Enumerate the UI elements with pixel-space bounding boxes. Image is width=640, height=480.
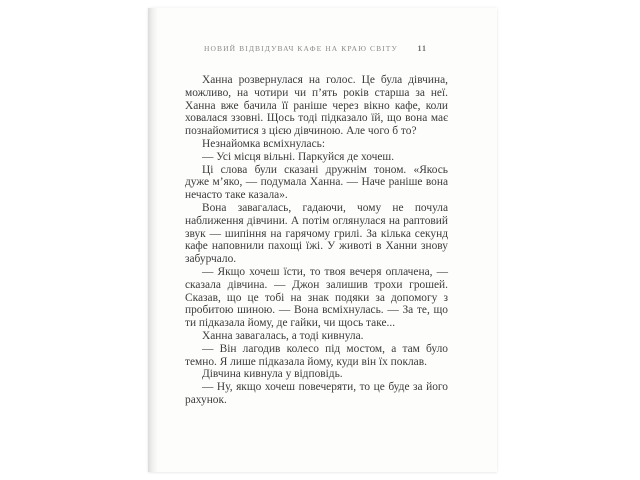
paragraph: Дівчина кивнула у відповідь. bbox=[202, 368, 343, 381]
paragraph: Ці слова були сказані дружнім тоном. «Якось дуже м’яко, — подумала Ханна. — Наче раніше вона нечасто таке казала». bbox=[185, 163, 448, 202]
paragraph: — Ну, якщо хочеш повечеряти, то це буде за його рахунок. bbox=[185, 381, 448, 406]
paragraph: Незнайомка всміхнулась: bbox=[202, 137, 325, 150]
paragraph: — Усі місця вільні. Паркуйся де хочеш. bbox=[202, 150, 395, 163]
paragraph: Вона завагалась, гадаючи, чому не почула наближення дівчини. А потім оглянулася на раптовий звук — шипіння на гарячому грилі. За кілька секунд кафе наповнили пахощі їжі. У животі в Ханни знову забурчало. bbox=[185, 201, 448, 266]
page-spine-shadow bbox=[148, 8, 158, 472]
paragraph: Ханна розвернулася на голос. Це була дівчина, можливо, на чотири чи п’ять років старша за неї. Ханна вже бачила її раніше через вікно кафе, коли ховалася ззовні. Щось тоді підказало їй, що вона має познайомитися з цією дівчиною. Але чого б то? bbox=[185, 74, 448, 138]
paragraph: — Якщо хочеш їсти, то твоя вечеря оплачена, — сказала дівчина. — Джон залишив трохи грошей. Сказав, що це тобі на знак подяки за допомогу з пробитою шиною. — Вона всміхнулась. — За те, що ти підказала йому, де гайки, чи щось таке... bbox=[185, 265, 448, 330]
book-page bbox=[148, 8, 497, 472]
paragraph: Ханна завагалась, а тоді кивнула. bbox=[202, 329, 364, 342]
running-header bbox=[185, 44, 450, 56]
paragraph: — Він лагодив колесо під мостом, а там було темно. Я лише підказала йому, куди він їх поклав. bbox=[185, 342, 448, 368]
page-text bbox=[185, 74, 448, 407]
page-number: 11 bbox=[417, 44, 427, 53]
running-title: НОВИЙ ВІДВІДУВАЧ КАФЕ НА КРАЮ СВІТУ bbox=[204, 44, 398, 53]
